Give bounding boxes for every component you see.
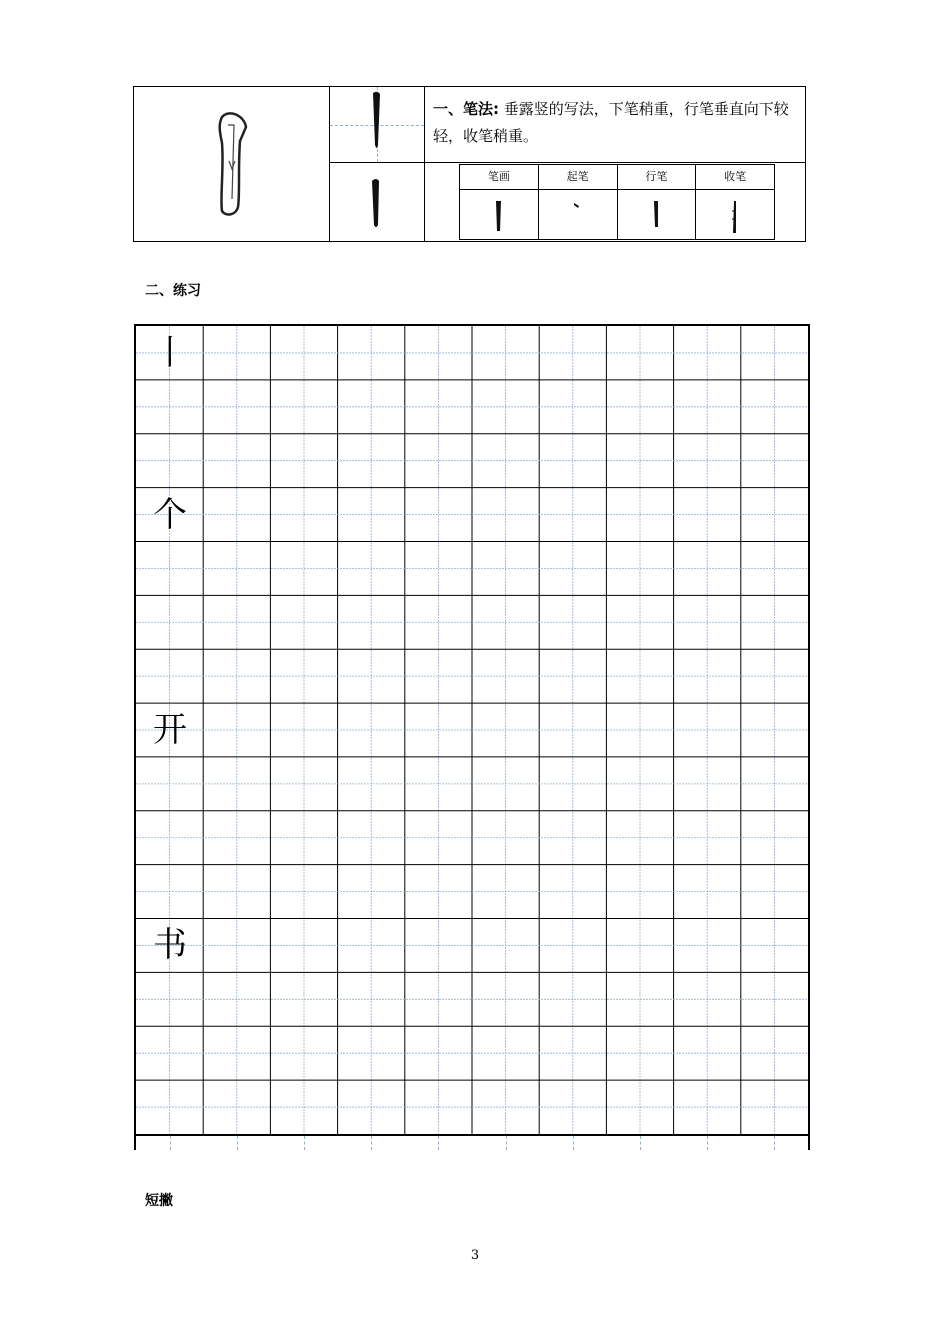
full-vertical-stroke-icon [460, 191, 538, 241]
grid-tail-guide [237, 1136, 238, 1150]
practice-title: 二、练习 [145, 283, 201, 299]
vertical-stroke-icon [330, 163, 425, 241]
practice-row-char: 书 [153, 925, 187, 966]
end-stroke-icon [696, 191, 774, 241]
start-dot-icon [539, 191, 617, 241]
page-number: 3 [470, 1248, 480, 1263]
step-full [460, 165, 539, 239]
stroke-steps-cell [425, 163, 805, 241]
vertical-stroke-brush-icon [330, 87, 425, 163]
stroke-thumb-plain [330, 163, 425, 241]
grid-tail-guide [371, 1136, 372, 1150]
grid-tail-guide [304, 1136, 305, 1150]
grid-tail-guide [506, 1136, 507, 1150]
stroke-reference-table [133, 86, 806, 242]
practice-grid [134, 324, 810, 1136]
practice-grid-lines [136, 326, 808, 1134]
step-middle [618, 165, 697, 239]
step-start [539, 165, 618, 239]
step-end [696, 165, 774, 239]
grid-tail-guide [438, 1136, 439, 1150]
grid-tail-guide [170, 1136, 171, 1150]
grid-tail-guide [573, 1136, 574, 1150]
step-label: 行笔 [618, 165, 696, 190]
grid-tail-guide [707, 1136, 708, 1150]
grid-tail-line [808, 1136, 810, 1150]
stroke-steps-table [459, 164, 775, 240]
next-section-title: 短撇 [145, 1193, 173, 1209]
step-label: 起笔 [539, 165, 617, 190]
grid-tail-line [134, 1136, 136, 1150]
grid-tail-guide [640, 1136, 641, 1150]
hollow-stroke-model-icon [134, 87, 330, 241]
desc-text: 垂露竖的写法，下笔稍重，行笔垂直向下较轻，收笔稍重。 [433, 100, 789, 145]
step-label: 收笔 [696, 165, 774, 190]
grid-tail-guide [774, 1136, 775, 1150]
stroke-thumb-grid [330, 87, 425, 163]
practice-row-char: 个 [153, 494, 187, 535]
middle-stroke-icon [618, 191, 696, 241]
grid-bottom-rule [134, 1134, 810, 1135]
stroke-description [425, 87, 805, 163]
model-stroke-cell [134, 87, 330, 241]
practice-row-char: 开 [153, 710, 187, 750]
practice-row-char: 丨 [153, 332, 187, 373]
step-label: 笔画 [460, 165, 538, 190]
desc-heading: 一、笔法: [433, 100, 499, 118]
